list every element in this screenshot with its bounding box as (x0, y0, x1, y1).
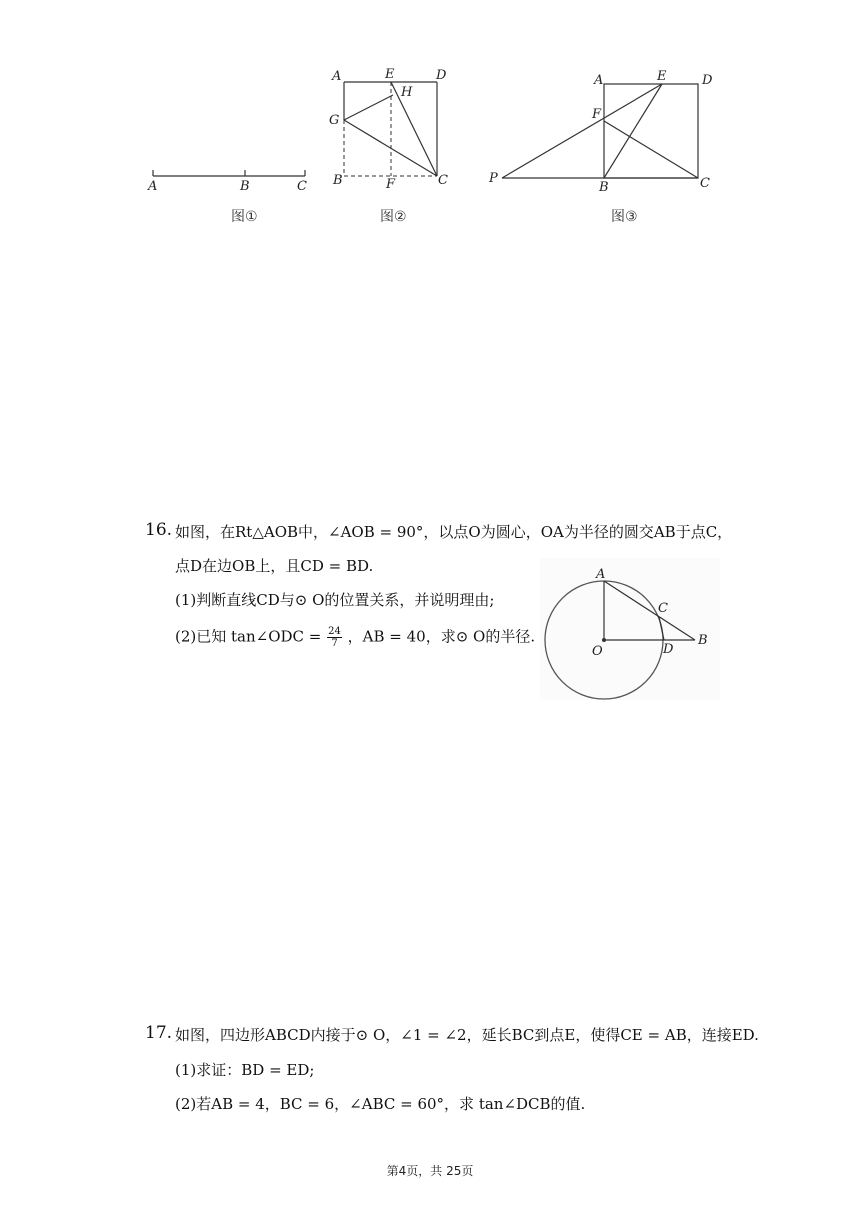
svg-text:P: P (489, 171, 498, 186)
svg-text:C: C (658, 601, 668, 616)
svg-text:B: B (333, 173, 343, 188)
svg-text:F: F (592, 107, 602, 122)
fraction: $\frac{24}{7}$ (328, 626, 341, 649)
question-17-line-1: 如图，四边形ABCD内接于⊙ O，∠1 = ∠2，延长BC到点E，使得CE = AB，连接ED. (175, 1026, 759, 1044)
svg-text:E: E (657, 69, 667, 84)
question-17-part-2: (2)若AB = 4，BC = 6，∠ABC = 60°，求 tan∠DCB的值. (175, 1095, 586, 1113)
question-16-part-1: (1)判断直线CD与⊙ O的位置关系，并说明理由; (175, 591, 495, 609)
question-17-number: 17. (145, 1023, 173, 1043)
svg-text:D: D (702, 73, 713, 88)
svg-text:G: G (329, 113, 340, 128)
part-2-suffix: ，AB = 40，求⊙ O的半径. (347, 627, 536, 646)
segment-gh (344, 95, 393, 120)
figure-1 (140, 160, 320, 200)
svg-text:D: D (663, 642, 674, 657)
figure-2 (325, 62, 455, 190)
caption-figure-2: 图② (380, 209, 407, 225)
segment-fc (604, 121, 698, 178)
svg-text:H: H (401, 85, 413, 100)
svg-text:B: B (599, 180, 609, 194)
svg-text:E: E (385, 67, 395, 82)
svg-text:B: B (698, 633, 708, 648)
page-footer: 第4页，共 25页 (386, 1164, 474, 1178)
svg-text:C: C (700, 176, 710, 191)
svg-text:F: F (386, 177, 396, 190)
svg-text:A: A (594, 73, 604, 88)
svg-text:A: A (596, 567, 606, 582)
segment-pe (502, 84, 662, 178)
question-16-line-1: 如图，在Rt△AOB中，∠AOB = 90°，以点O为圆心，OA为半径的圆交AB于点C， (175, 523, 733, 541)
question-16-line-2: 点D在边OB上，且CD = BD. (175, 557, 374, 575)
svg-text:C: C (438, 173, 448, 188)
svg-text:D: D (436, 68, 447, 83)
part-2-prefix: (2)已知 tan∠ODC = (175, 627, 322, 646)
svg-text:A: A (332, 69, 342, 84)
figure-3 (480, 64, 720, 194)
caption-figure-3: 图③ (611, 209, 638, 225)
figure-16 (540, 558, 720, 700)
question-16-number: 16. (145, 520, 173, 540)
caption-figure-1: 图① (231, 209, 258, 225)
label-a: A (148, 179, 158, 194)
question-16-part-2 (175, 626, 535, 649)
label-b: B (240, 179, 250, 194)
label-c: C (297, 179, 307, 194)
svg-text:O: O (592, 644, 603, 659)
question-17-part-1: (1)求证：BD = ED; (175, 1061, 315, 1079)
segment-be (604, 84, 662, 178)
